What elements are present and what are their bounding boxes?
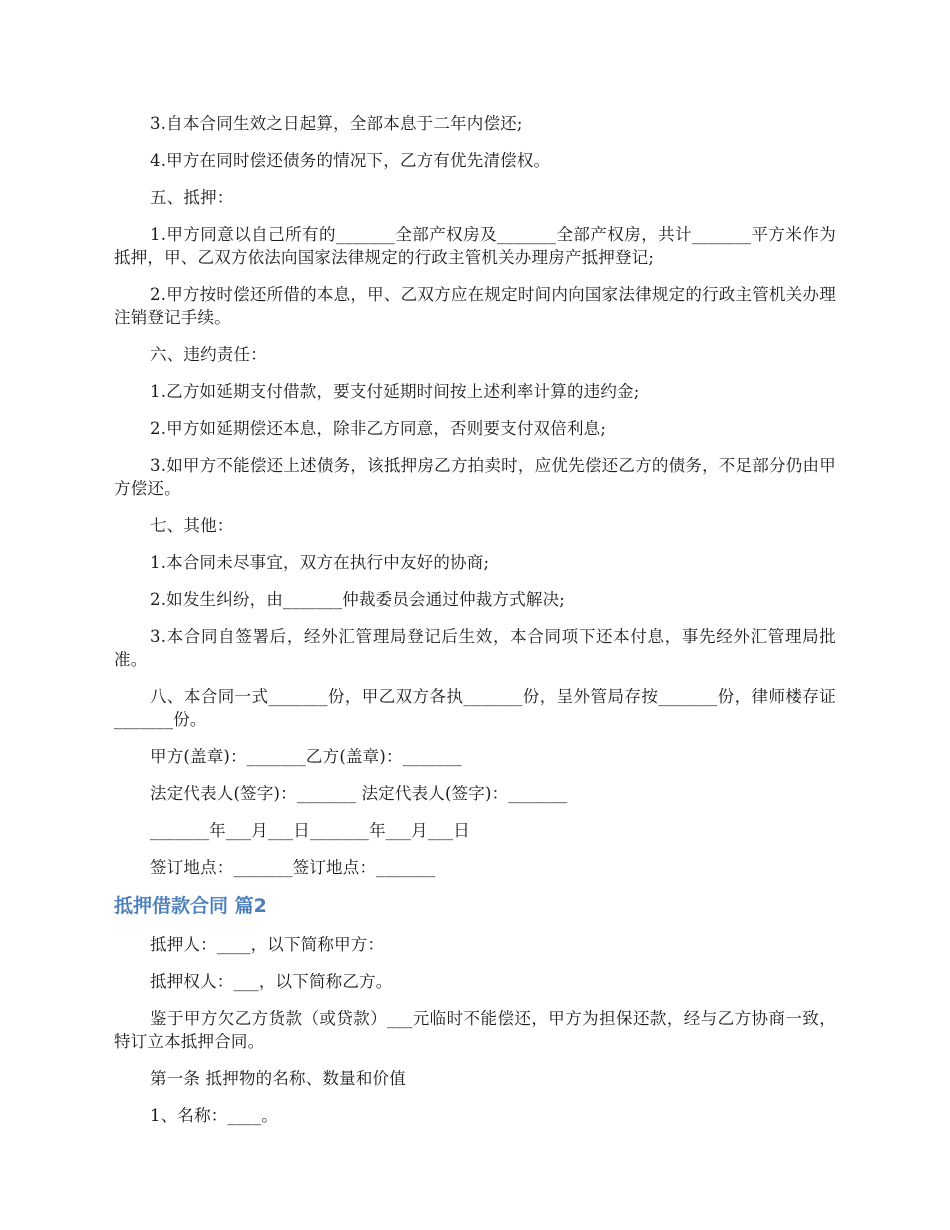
- clause-paragraph: 2.甲方如延期偿还本息，除非乙方同意，否则要支付双倍利息;: [150, 419, 607, 438]
- signature-line: 法定代表人(签字)：_______ 法定代表人(签字)：_______: [150, 784, 568, 803]
- date-line: _______年___月___日_______年___月___日: [150, 821, 470, 840]
- section-title-other: 七、其他：: [150, 516, 234, 535]
- document-body: [114, 112, 836, 1141]
- copies-clause: 八、本合同一式_______份，甲乙双方各执_______份，呈外管局存按_______份，律师楼存证_______份。: [114, 687, 836, 729]
- clause-paragraph: 2.如发生纠纷，由_______仲裁委员会通过仲裁方式解决;: [150, 590, 566, 609]
- clause-paragraph: 3.自本合同生效之日起算，全部本息于二年内偿还;: [150, 114, 523, 133]
- signing-place-line: 签订地点：_______签订地点：_______: [150, 858, 436, 877]
- preamble-paragraph: 鉴于甲方欠乙方货款（或贷款）___元临时不能偿还，甲方为担保还款，经与乙方协商一致，特订立本抵押合同。: [114, 1009, 836, 1051]
- mortgagor-line: 抵押人：____，以下简称甲方：: [150, 935, 385, 954]
- article-title: 第一条 抵押物的名称、数量和价值: [150, 1069, 406, 1088]
- clause-paragraph: 1.甲方同意以自己所有的_______全部产权房及_______全部产权房，共计_______平方米作为抵押，甲、乙双方依法向国家法律规定的行政主管机关办理房产抵押登记;: [114, 225, 836, 267]
- mortgagee-line: 抵押权人：___，以下简称乙方。: [150, 972, 393, 991]
- clause-paragraph: 2.甲方按时偿还所借的本息，甲、乙双方应在规定时间内向国家法律规定的行政主管机关办理注销登记手续。: [114, 285, 836, 327]
- clause-paragraph: 4.甲方在同时偿还债务的情况下，乙方有优先清偿权。: [150, 151, 551, 170]
- clause-paragraph: 1、名称：____。: [150, 1106, 278, 1125]
- clause-paragraph: 3.本合同自签署后，经外汇管理局登记后生效，本合同项下还本付息，事先经外汇管理局批准。: [114, 627, 836, 669]
- contract-heading: 抵押借款合同 篇2: [114, 895, 267, 917]
- seal-line: 甲方(盖章)：_______乙方(盖章)：_______: [150, 747, 462, 766]
- clause-paragraph: 1.本合同未尽事宜，双方在执行中友好的协商;: [150, 553, 490, 572]
- section-title-liability: 六、违约责任：: [150, 345, 267, 364]
- clause-paragraph: 1.乙方如延期支付借款，要支付延期时间按上述利率计算的违约金;: [150, 382, 640, 401]
- section-title-mortgage: 五、抵押：: [150, 188, 234, 207]
- clause-paragraph: 3.如甲方不能偿还上述债务，该抵押房乙方拍卖时，应优先偿还乙方的债务，不足部分仍由甲方偿还。: [114, 456, 836, 498]
